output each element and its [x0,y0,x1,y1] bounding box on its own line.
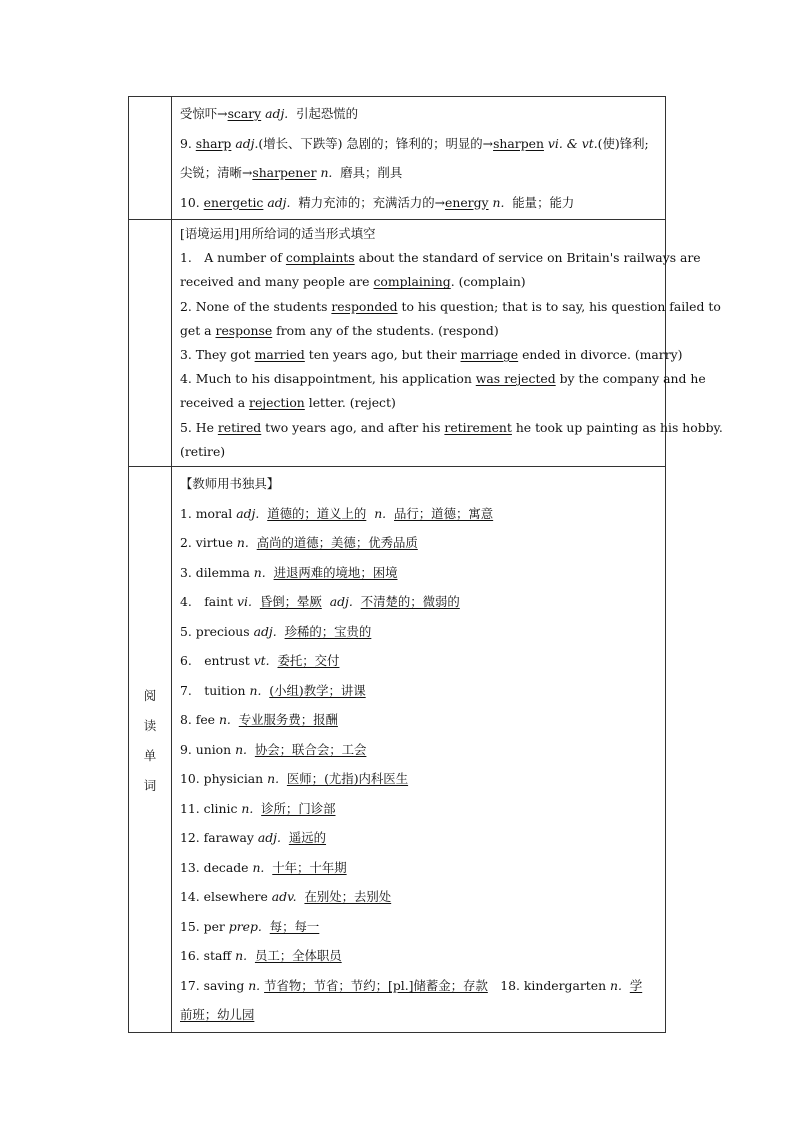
answer: 进退两难的境地；困境 [273,564,398,580]
vocab-line: 尖锐；清晰→sharpener n. 磨具；削具 [180,165,403,180]
vocab-line: 10. energetic adj. 精力充沛的；充满活力的→energy n. 能量；能力 [180,194,575,210]
answer: responded [331,298,398,314]
word-list [180,499,657,971]
answer: 专业服务费；报酬 [238,712,338,728]
left-cell-empty [129,220,172,467]
word-item: 1. moral adj. 道德的；道义上的 n. 品行；道德；寓意 [180,505,494,521]
vocab-line: 9. sharp adj.(增长、下跌等) 急剧的；锋利的；明显的→sharpen vi. & vt.(使)锋利; [180,135,649,151]
answer: 医师；(尤指)内科医生 [286,771,409,787]
answer: sharp [195,135,232,151]
answer: 前班；幼儿园 [180,1007,255,1023]
answer: rejection [249,395,305,411]
answer: (小组)教学；讲课 [269,682,366,698]
sentence-line: get a response from any of the students. (respond) [180,322,499,338]
answer: 道德的；道义上的 [267,505,367,521]
section-heading: 【教师用书独具】 [180,476,280,492]
answer: energy [445,194,489,210]
left-cell-empty [129,97,172,220]
answer: 每；每一 [269,918,320,934]
word-item: 6. entrust vt. 委托；交付 [180,653,340,669]
answer: 协会；联合会；工会 [254,741,367,757]
worksheet-table [128,96,723,1033]
answer: sharpener [252,165,317,180]
answer: 在别处；去别处 [304,889,392,905]
word-item: 4. faint vi. 昏倒；晕厥 adj. 不清楚的；微弱的 [180,594,460,610]
word-item: 16. staff n. 员工；全体职员 [180,948,342,964]
answer: 诊所；门诊部 [261,800,336,816]
vocab-cell [172,97,666,220]
sentence-line: 1. A number of complaints about the standard of service on Britain's railways are [180,250,701,266]
word-item: 3. dilemma n. 进退两难的境地；困境 [180,564,398,580]
word-item: 2. virtue n. 高尚的道德；美德；优秀品质 [180,535,418,551]
section-heading: [语境运用]用所给词的适当形式填空 [180,226,376,241]
word-item: 8. fee n. 专业服务费；报酬 [180,712,338,728]
answer: 学 [629,977,643,993]
word-item: 15. per prep. 每；每一 [180,918,320,934]
answer: 遥远的 [288,830,327,846]
vocab-line: 受惊吓→scary adj. 引起恐慌的 [180,106,359,121]
answer: sharpen [493,135,544,151]
sentence-line: received a rejection letter. (reject) [180,395,396,411]
answer: complaining [373,274,451,290]
answer: married [254,347,305,363]
word-item: 17. saving n. 节省物；节省；节约；[pl.]储蓄金；存款 18. kindergarten n. 学 [180,977,643,993]
answer: 不清楚的；微弱的 [360,594,460,610]
word-item: 12. faraway adj. 遥远的 [180,830,327,846]
word-item: 9. union n. 协会；联合会；工会 [180,741,367,757]
answer: complaints [285,250,355,266]
sentence-line: received and many people are complaining. (complain) [180,274,526,290]
answer: marriage [460,347,519,363]
sentence-line: (retire) [180,443,226,459]
word-item: 10. physician n. 医师；(尤指)内科医生 [180,771,409,787]
word-item: 7. tuition n. (小组)教学；讲课 [180,682,366,698]
answer: 委托；交付 [277,653,340,669]
answer: scary [227,106,262,121]
answer: 高尚的道德；美德；优秀品质 [256,535,418,551]
answer: 昏倒；晕厥 [259,594,322,610]
answer: was rejected [475,371,556,387]
word-item: 5. precious adj. 珍稀的；宝贵的 [180,623,372,639]
word-item: 14. elsewhere adv. 在别处；去别处 [180,889,392,905]
word-item: 13. decade n. 十年；十年期 [180,859,347,875]
context-cell [172,220,723,467]
reading-cell [172,467,666,1033]
word-item: 11. clinic n. 诊所；门诊部 [180,800,336,816]
answer: 十年；十年期 [272,859,347,875]
answer: 珍稀的；宝贵的 [284,623,372,639]
answer: 员工；全体职员 [254,948,342,964]
sentence-line: 2. None of the students responded to his question; that is to say, his question failed to [180,298,721,314]
sentence-line: 3. They got married ten years ago, but their marriage ended in divorce. (marry) [180,347,683,363]
sentence-line: 5. He retired two years ago, and after his retirement he took up painting as his hobby. [180,419,723,435]
answer: 节省物；节省；节约；[pl.]储蓄金；存款 [264,977,488,993]
answer: retirement [444,419,512,435]
answer: response [215,322,273,338]
sentence-line: 4. Much to his disappointment, his application was rejected by the company and he [180,371,706,387]
answer: 品行；道德；寓意 [394,505,494,521]
answer: retired [217,419,262,435]
word-item-continued [180,1000,657,1030]
answer: energetic [203,194,264,210]
reading-words-label: 阅 读 单 词 [143,688,157,794]
reading-words-label-cell [129,467,172,1033]
